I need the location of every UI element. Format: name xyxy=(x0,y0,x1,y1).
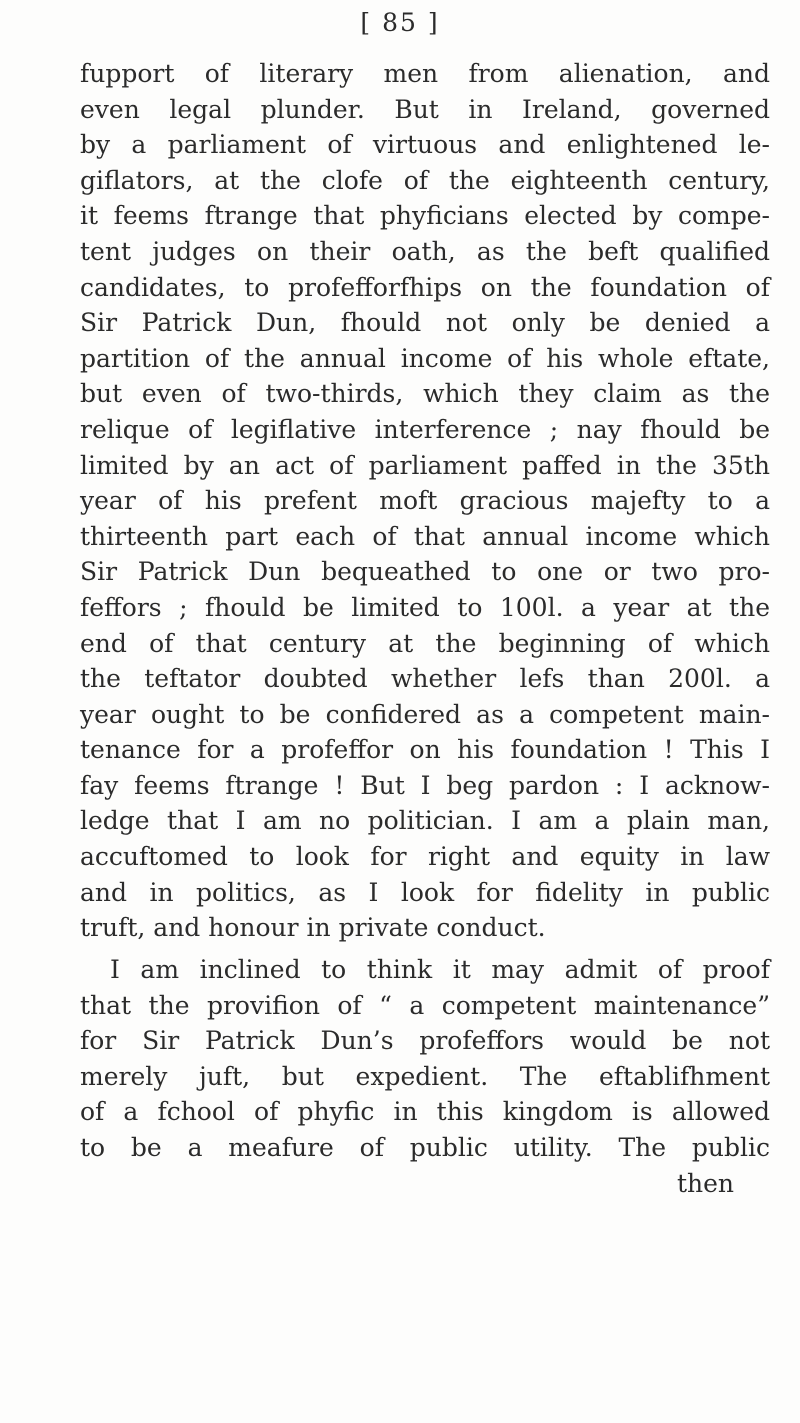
text-line: limited by an act of parliament paffed in the 35th xyxy=(80,450,770,480)
text-line: giflators, at the clofe of the eighteenth century, xyxy=(80,165,770,195)
paragraph-2 xyxy=(80,952,770,1201)
text-line: Sir Patrick Dun bequeathed to one or two pro- xyxy=(80,557,770,587)
text-line: but even of two-thirds, which they claim as the xyxy=(80,379,770,409)
text-line: even legal plunder. But in Ireland, governed xyxy=(80,94,770,124)
text-line: ledge that I am no politician. I am a plain man, xyxy=(80,806,770,836)
text-line: partition of the annual income of his whole eftate, xyxy=(80,343,770,373)
catchword: then xyxy=(676,1168,734,1198)
text-line: accuftomed to look for right and equity in law xyxy=(80,842,770,872)
text-line: the teftator doubted whether lefs than 200l. a xyxy=(80,664,770,694)
text-line: to be a meafure of public utility. The public xyxy=(80,1132,770,1162)
text-line: year of his prefent moft gracious majefty to a xyxy=(80,486,770,516)
text-line: I am inclined to think it may admit of proof xyxy=(110,955,770,984)
text-line: fupport of literary men from alienation, and xyxy=(80,59,770,88)
text-line: year ought to be confidered as a competent main- xyxy=(80,699,770,729)
text-line: thirteenth part each of that annual income which xyxy=(80,521,770,551)
text-line: for Sir Patrick Dun’s profeffors would be not xyxy=(80,1026,770,1056)
text-line: truft, and honour in private conduct. xyxy=(80,913,546,943)
text-line: relique of legiflative interference ; nay fhould be xyxy=(80,414,770,444)
text-line: merely juft, but expedient. The eftablifhment xyxy=(80,1061,770,1091)
text-line: fay feems ftrange ! But I beg pardon : I acknow- xyxy=(80,770,770,800)
text-line: it feems ftrange that phyficians elected by compe- xyxy=(80,201,770,231)
text-line: tenance for a profeffor on his foundation ! This I xyxy=(80,735,770,765)
paragraph-1 xyxy=(80,56,770,946)
text-line: tent judges on their oath, as the beft qualified xyxy=(80,236,770,266)
text-line: end of that century at the beginning of which xyxy=(80,628,770,658)
text-line: Sir Patrick Dun, fhould not only be denied a xyxy=(80,308,770,338)
text-line: by a parliament of virtuous and enlightened le- xyxy=(80,130,770,160)
text-line: of a fchool of phyfic in this kingdom is allowed xyxy=(80,1097,770,1127)
text-line: that the provifion of “ a competent maintenance” xyxy=(80,990,770,1020)
page-number: [ 85 ] xyxy=(360,8,440,37)
text-line: and in politics, as I look for fidelity in public xyxy=(80,877,770,907)
text-line: feffors ; fhould be limited to 100l. a year at the xyxy=(80,592,770,622)
text-line: candidates, to profefforfhips on the foundation of xyxy=(80,272,770,302)
